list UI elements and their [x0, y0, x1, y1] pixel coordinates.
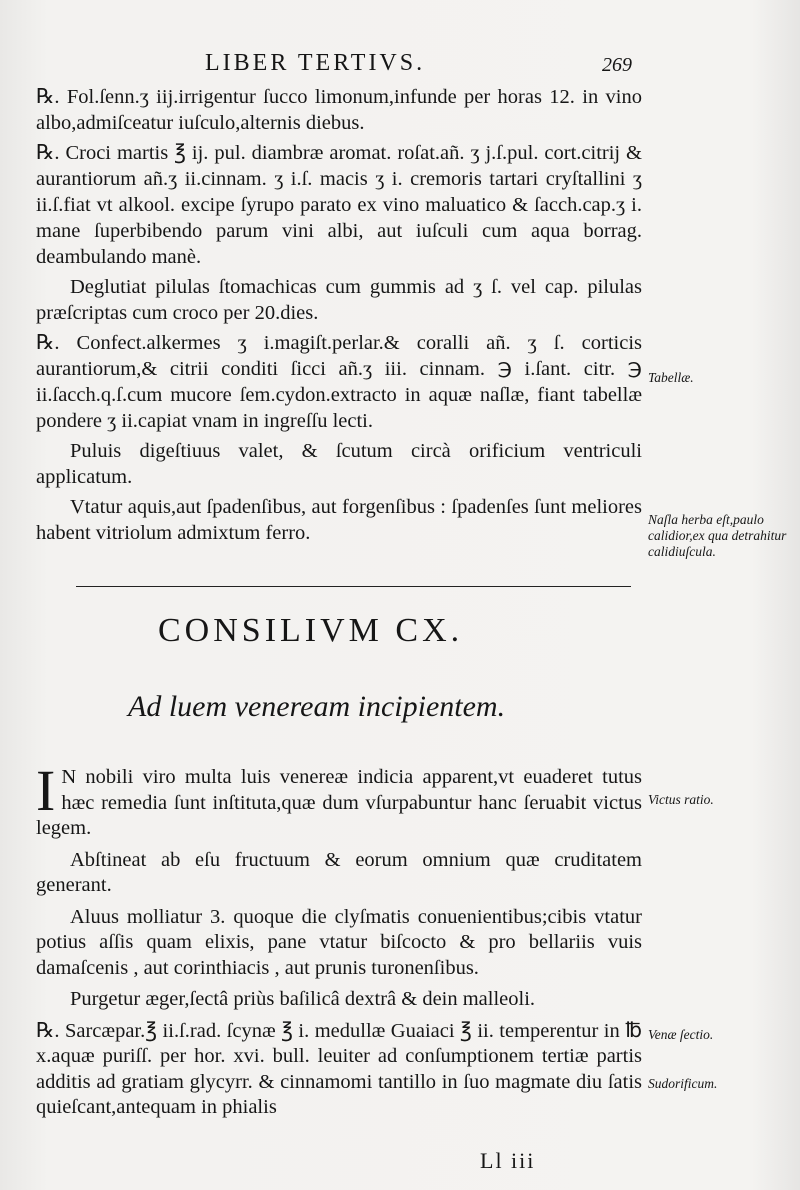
recipe-paragraph: ℞. Confect.alkermes ʒ i.magiſt.perlar.& coralli añ. ʒ ſ. corticis aurantiorum,& citrii conditi ſicci añ.ʒ iii. cinnam. ℈ i.ſant. citr. ℈ ii.ſacch.q.ſ.cum mucore ſem.cydon.extracto in aquæ naſlæ, fiant tabellæ pondere ʒ ii.capiat vnam in ingreſſu lecti.: [36, 332, 642, 432]
recipe-paragraph: ℞. Fol.ſenn.ʒ iij.irrigentur ſucco limonum,infunde per horas 12. in vino albo,admiſceatur iuſculo,alternis diebus.: [36, 86, 642, 134]
opening-paragraph: [36, 758, 642, 842]
text-paragraph: Deglutiat pilulas ſtomachicas cum gummis ad ʒ ſ. vel cap. pilulas præſcriptas cum croco per 20.dies.: [36, 276, 642, 324]
margin-note-sudorificum: Sudorificum.: [648, 1076, 718, 1091]
section-heading: CONSILIVM CX.: [158, 612, 464, 649]
margin-note-victus: Victus ratio.: [648, 792, 714, 807]
running-title: LIBER TERTIVS.: [205, 50, 426, 76]
recipe-paragraph: ℞. Croci martis ℥ ij. pul. diambræ aromat. roſat.añ. ʒ j.ſ.pul. cort.citrij & aurantiorum añ.ʒ ii.cinnam. ʒ i.ſ. macis ʒ i. cremoris tartari cryſtallini ʒ ii.ſ.fiat vt alkool. excipe ſyrupo parato ex vino maluatico & ſacch.cap.ʒ i. mane ſuperbibendo parum vini albi, aut iuſculi cum aqua borrag. deambulando manè.: [36, 142, 642, 268]
section-divider: [76, 586, 631, 587]
margin-note-tabellae: Tabellæ.: [648, 370, 694, 385]
signature-mark: Ll iii: [480, 1148, 536, 1173]
opening-paragraph-text: N nobili viro multa luis venereæ indicia apparent,vt euaderet tutus hæc remedia ſunt inſtituta,quæ dum vſurpabuntur hanc ſeruabit victus legem.: [36, 766, 642, 839]
page-header: [0, 50, 800, 84]
section-two-text: [36, 758, 642, 1121]
text-paragraph: Puluis digeſtiuus valet, & ſcutum circà orificium ventriculi applicatum.: [36, 440, 642, 488]
margin-note-nasla: Naſla herba eſt,paulo calidior,ex qua detrahitur calidiuſcula.: [648, 512, 787, 559]
text-paragraph: Abſtineat ab eſu fructuum & eorum omnium quæ cruditatem generant.: [36, 848, 642, 896]
recipe-paragraph: ℞. Sarcæpar.℥ ii.ſ.rad. ſcynæ ℥ i. medullæ Guaiaci ℥ ii. temperentur in ℔ x.aquæ puriſſ. per hor. xvi. bull. leuiter ad conſumptionem tertiæ partis additis ad gratiam glycyrr. & cinnamomi tantillo in ſuo magmate diu ſatis quieſcant,antequam in phialis: [36, 1019, 642, 1118]
text-paragraph: Purgetur æger,ſectâ priùs baſilicâ dextrâ & dein malleoli.: [70, 988, 536, 1010]
section-subtitle: Ad luem veneream incipientem.: [128, 690, 506, 723]
page-number: 269: [602, 54, 632, 76]
margin-note-venae: Venæ ſectio.: [648, 1027, 714, 1042]
text-paragraph: Aluus molliatur 3. quoque die clyſmatis conuenientibus;cibis vtatur potius aſſis quam elixis, pane vtatur biſcocto & pro bellariis vuis damaſcenis , aut corinthiacis , aut prunis turonenſibus.: [36, 905, 642, 979]
section-one-text: [36, 84, 642, 546]
text-paragraph: Vtatur aquis,aut ſpadenſibus, aut forgenſibus : ſpadenſes ſunt meliores habent vitriolum admixtum ferro.: [36, 496, 642, 544]
drop-cap: I: [36, 758, 56, 823]
